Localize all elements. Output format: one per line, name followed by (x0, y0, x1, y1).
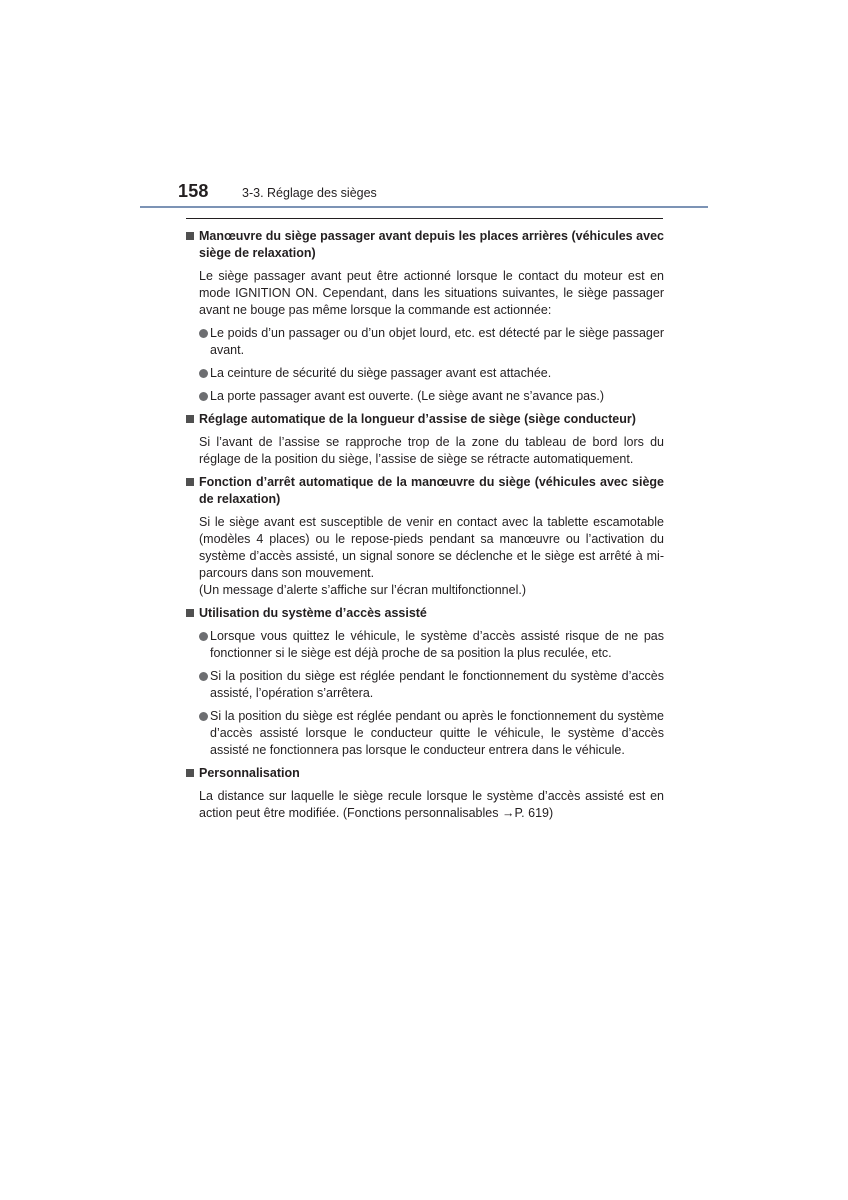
section-assisted-access (186, 605, 664, 759)
section-paragraph: Si l’avant de l’assise se rapproche trop de la zone du tableau de bord lors du réglage de la position du siège, l’assise de siège se rétracte automatiquement. (199, 435, 664, 466)
circle-bullet-icon (199, 392, 208, 401)
content-rule (186, 218, 663, 219)
list-item-text: Si la position du siège est réglée pendant ou après le fonctionnement du système d’accès assisté lorsque le conducteur quitte le véhicule, le système d’accès assisté ne fonctionnera pas lorsque le conducteur entrera dans le véhicule. (210, 709, 664, 757)
circle-bullet-icon (199, 712, 208, 721)
square-bullet-icon (186, 609, 194, 617)
list-item (186, 365, 664, 382)
section-heading-text: Utilisation du système d’accès assisté (199, 606, 427, 620)
section-paragraph: Le siège passager avant peut être actionné lorsque le contact du moteur est en mode IGNITION ON. Cependant, dans les situations suivantes, le siège passager avant ne bouge pas même lorsque la commande est actionnée: (199, 269, 664, 317)
section-paragraph: Si le siège avant est susceptible de venir en contact avec la tablette escamotable (modèles 4 places) ou le repose-pieds pendant sa manœuvre ou l’activation du système d’accès assisté, un signal sonore se déclenche et le siège est arrêté à mi-parcours dans son mouvement. (199, 515, 664, 580)
section-seat-length-adjust (186, 411, 664, 468)
content-body (186, 228, 664, 828)
section-title: 3-3. Réglage des sièges (242, 186, 377, 200)
circle-bullet-icon (199, 672, 208, 681)
section-heading-text: Réglage automatique de la longueur d’assise de siège (siège conducteur) (199, 412, 636, 426)
square-bullet-icon (186, 232, 194, 240)
list-item-text: La porte passager avant est ouverte. (Le siège avant ne s’avance pas.) (210, 389, 604, 403)
square-bullet-icon (186, 478, 194, 486)
section-heading-text: Personnalisation (199, 766, 300, 780)
list-item-text: Si la position du siège est réglée pendant le fonctionnement du système d’accès assisté, l’opération s’arrêtera. (210, 669, 664, 700)
section-heading-text: Manœuvre du siège passager avant depuis les places arrières (véhicules avec siège de relaxation) (199, 229, 664, 260)
list-item-text: Lorsque vous quittez le véhicule, le système d’accès assisté risque de ne pas fonctionner si le siège est déjà proche de sa position la plus reculée, etc. (210, 629, 664, 660)
list-item (186, 325, 664, 359)
section-heading (186, 605, 664, 622)
section-heading (186, 411, 664, 428)
circle-bullet-icon (199, 329, 208, 338)
list-item (186, 668, 664, 702)
section-heading (186, 765, 664, 782)
list-item-text: La ceinture de sécurité du siège passager avant est attachée. (210, 366, 552, 380)
section-auto-stop (186, 474, 664, 599)
section-paragraph: La distance sur laquelle le siège recule lorsque le système d’accès assisté est en action peut être modifiée. (Fonctions personnalisables →P. 619) (199, 789, 664, 820)
page-number: 158 (178, 181, 209, 201)
section-heading (186, 228, 664, 262)
square-bullet-icon (186, 415, 194, 423)
list-item (186, 708, 664, 759)
circle-bullet-icon (199, 632, 208, 641)
section-paragraph-note: (Un message d’alerte s’affiche sur l’écran multifonctionnel.) (199, 583, 527, 597)
list-item (186, 388, 664, 405)
section-customization (186, 765, 664, 822)
section-heading (186, 474, 664, 508)
list-item-text: Le poids d’un passager ou d’un objet lourd, etc. est détecté par le siège passager avant. (210, 326, 664, 357)
section-heading-text: Fonction d’arrêt automatique de la manœuvre du siège (véhicules avec siège de relaxation) (199, 475, 664, 506)
header-rule (140, 206, 708, 208)
section-passenger-seat-rear (186, 228, 664, 405)
list-item (186, 628, 664, 662)
circle-bullet-icon (199, 369, 208, 378)
square-bullet-icon (186, 769, 194, 777)
